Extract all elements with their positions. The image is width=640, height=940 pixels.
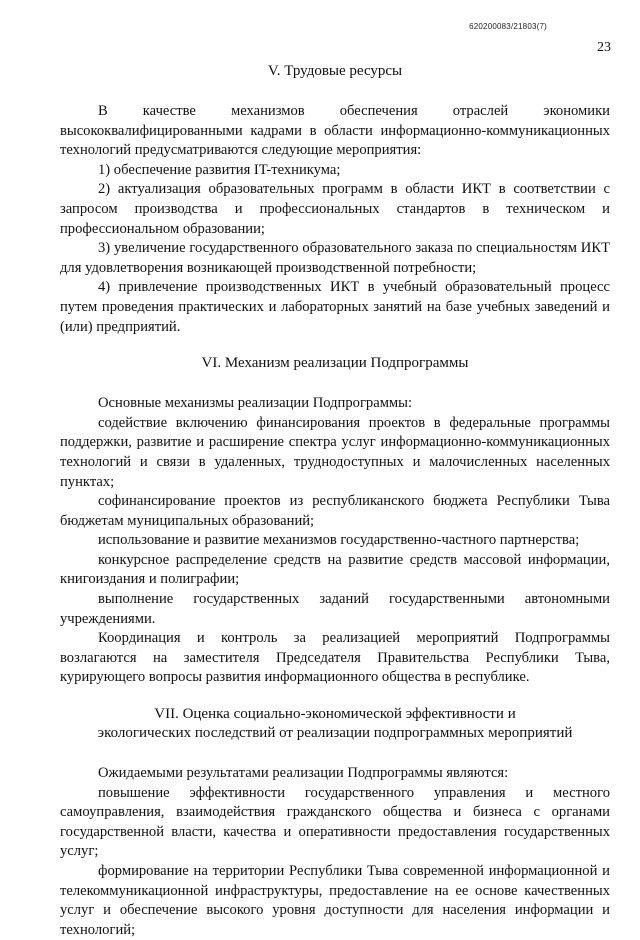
paragraph: Координация и контроль за реализацией мероприятий Подпрограммы возлагаются на заместителя Председателя Правительства Республики Тыва, курирующего вопросы развития информационного общества в республике. bbox=[60, 630, 610, 686]
list-item: 1) обеспечение развития IT-техникума; bbox=[98, 161, 341, 178]
list-item: 2) актуализация образовательных программ в области ИКТ в соответствии с запросом производства и профессиональных стандартов в техническом и профессиональном образовании; bbox=[60, 181, 610, 237]
section-title-labor-resources: V. Трудовые ресурсы bbox=[267, 63, 403, 79]
list-item: использование и развитие механизмов государственно-частного партнерства; bbox=[98, 532, 580, 549]
section-title-line: экологических последствий от реализации подпрограммных мероприятий bbox=[97, 725, 573, 742]
section-title-efficiency-assessment bbox=[60, 705, 610, 743]
list-item: повышение эффективности государственного управления и местного самоуправления, взаимодействия гражданского общества и бизнеса с органами государственной власти, качества и оперативности предоставления государственных услуг; bbox=[60, 784, 610, 860]
list-item: содействие включению финансирования проектов в федеральные программы поддержки, развитие и расширение спектра услуг информационно-коммуникационных технологий и связи в удаленных, труднодоступных и малочисленных населенных пунктах; bbox=[60, 414, 610, 490]
list-item: конкурсное распределение средств на развитие средств массовой информации, книгоиздания и полиграфии; bbox=[60, 551, 610, 588]
list-item: выполнение государственных заданий государственными автономными учреждениями. bbox=[60, 591, 610, 627]
section-title-implementation-mechanism: VI. Механизм реализации Подпрограммы bbox=[201, 355, 469, 372]
list-item: 4) привлечение производственных ИКТ в учебный образовательный процесс путем проведения практических и лабораторных занятий на базе учебных заведений и (или) предприятий. bbox=[60, 279, 610, 335]
document-code: 620200083/21803(7) bbox=[469, 22, 547, 31]
section-title-line: VII. Оценка социально-экономической эффективности и bbox=[154, 706, 516, 723]
document-body bbox=[60, 62, 610, 940]
paragraph: Основные механизмы реализации Подпрограммы: bbox=[98, 395, 413, 412]
paragraph: В качестве механизмов обеспечения отраслей экономики высококвалифицированными кадрами в области информационно-коммуникационных технологий предусматриваются следующие мероприятия: bbox=[60, 103, 610, 159]
paragraph: Ожидаемыми результатами реализации Подпрограммы являются: bbox=[98, 765, 509, 782]
list-item: 3) увеличение государственного образовательного заказа по специальностям ИКТ для удовлетворения возникающей производственной потребности; bbox=[60, 240, 610, 276]
page-number: 23 bbox=[597, 40, 611, 55]
list-item: софинансирование проектов из республиканского бюджета Республики Тыва бюджетам муниципальных образований; bbox=[60, 493, 610, 529]
list-item: формирование на территории Республики Тыва современной информационной и телекоммуникационной инфраструктуры, предоставление на ее основе качественных услуг и обеспечение высокого уровня доступности для населения информации и технологий; bbox=[60, 863, 610, 938]
